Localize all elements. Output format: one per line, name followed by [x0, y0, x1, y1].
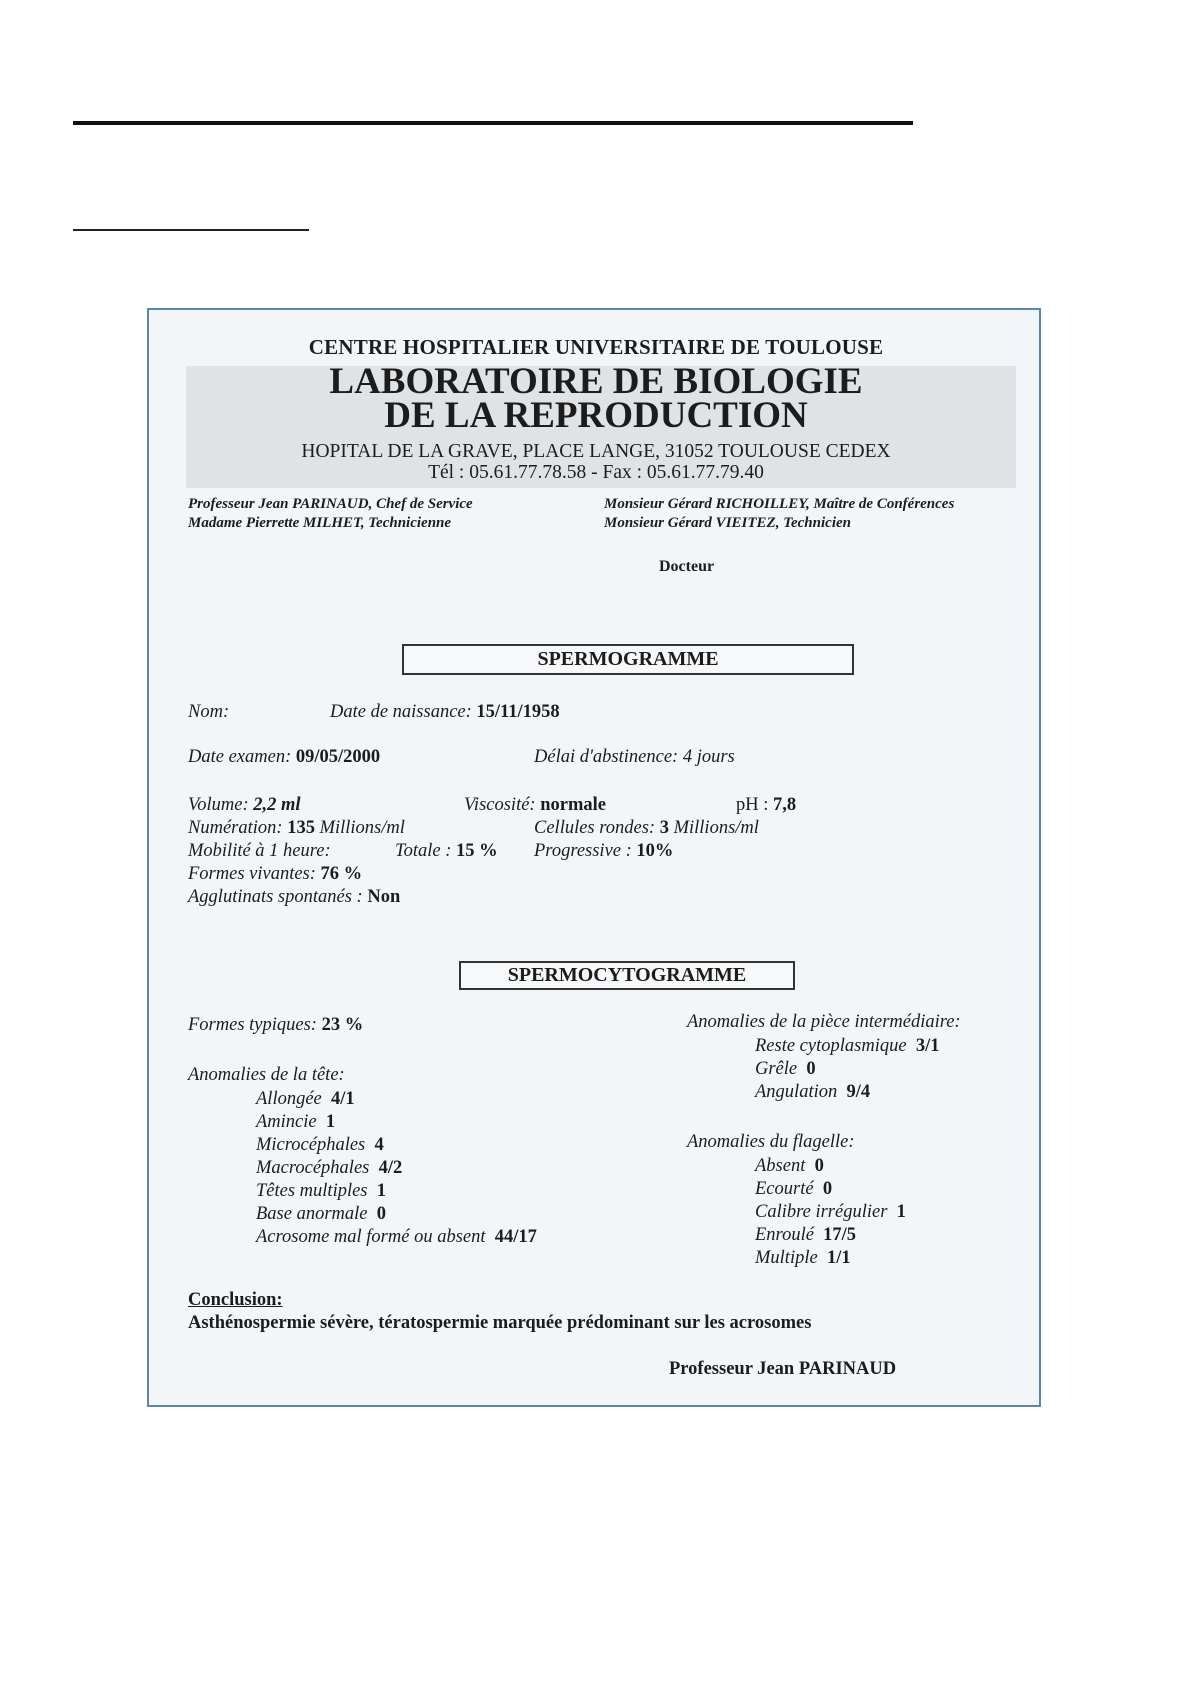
conclusion-label: Conclusion: [188, 1290, 283, 1310]
nom-label: Nom: [188, 702, 230, 722]
viscosity-label: Viscosité: [464, 795, 536, 815]
head-anomaly-item [256, 1204, 386, 1225]
exam-date-value: 09/05/2000 [295, 747, 381, 767]
conclusion-text: Asthénospermie sévère, tératospermie marquée prédominant sur les acrosomes [188, 1313, 812, 1333]
total-mobility-label: Totale : [395, 841, 452, 861]
flagellum-anomaly-item [755, 1248, 851, 1269]
progressive-label: Progressive : [534, 841, 632, 861]
head-anomaly-item [256, 1181, 386, 1202]
midpiece-anomaly-item-value: 9/4 [846, 1082, 871, 1102]
head-anomaly-item [256, 1089, 355, 1110]
numeration-label: Numération: [188, 818, 283, 838]
midpiece-anomaly-item-label: Reste cytoplasmique [755, 1036, 907, 1056]
head-anomaly-item [256, 1135, 384, 1156]
head-anomaly-item-value: 44/17 [494, 1227, 537, 1247]
exam-date-label: Date examen: [188, 747, 292, 767]
numeration-row [188, 818, 405, 839]
head-anomaly-item-value: 1 [325, 1112, 336, 1132]
lab-name-line2: DE LA REPRODUCTION [384, 395, 808, 436]
flagellum-anomaly-item-value: 0 [814, 1156, 824, 1176]
staff-right-1: Monsieur Gérard RICHOILLEY, Maître de Conférences [604, 496, 955, 512]
spermocytogramme-title-box: SPERMOCYTOGRAMME [459, 961, 795, 990]
flagellum-anomaly-item-label: Ecourté [755, 1179, 814, 1199]
head-anomaly-item-value: 1 [376, 1181, 387, 1201]
midpiece-anomaly-item-label: Angulation [755, 1082, 838, 1102]
midpiece-anomalies-title: Anomalies de la pièce intermédiaire: [687, 1012, 961, 1032]
head-anomaly-item-value: 0 [376, 1204, 386, 1224]
staff-left-2: Madame Pierrette MILHET, Technicienne [188, 515, 452, 531]
progressive-value: 10% [636, 841, 674, 861]
head-anomaly-item-label: Macrocéphales [256, 1158, 370, 1178]
signature: Professeur Jean PARINAUD [669, 1359, 897, 1379]
lab-phone-fax: Tél : 05.61.77.78.58 - Fax : 05.61.77.79.40 [428, 462, 764, 483]
flagellum-anomaly-item [755, 1156, 824, 1177]
head-anomaly-item-label: Acrosome mal formé ou absent [256, 1227, 486, 1247]
lab-address: HOPITAL DE LA GRAVE, PLACE LANGE, 31052 TOULOUSE CEDEX [301, 441, 891, 462]
head-anomalies-title: Anomalies de la tête: [188, 1065, 345, 1085]
staff-right-2: Monsieur Gérard VIEITEZ, Technicien [604, 515, 851, 531]
head-anomaly-item-value: 4/1 [331, 1089, 355, 1109]
midpiece-anomaly-item-value: 3/1 [915, 1036, 940, 1056]
midpiece-anomaly-item [755, 1036, 939, 1057]
flagellum-anomaly-item [755, 1225, 856, 1246]
head-anomaly-item-label: Têtes multiples [256, 1181, 368, 1201]
ph-value: 7,8 [773, 795, 797, 815]
abstinence-row [534, 747, 735, 768]
numeration-value: 135 [287, 818, 315, 838]
flagellum-anomaly-item-label: Calibre irrégulier [755, 1202, 888, 1222]
abstinence-label: Délai d'abstinence: [534, 747, 679, 767]
numeration-unit: Millions/ml [319, 818, 405, 838]
round-cells-label: Cellules rondes: [534, 818, 656, 838]
date-of-birth-row [330, 702, 560, 723]
head-anomaly-item-value: 4/2 [378, 1158, 403, 1178]
flagellum-anomaly-item [755, 1179, 832, 1200]
staff-left-1: Professeur Jean PARINAUD, Chef de Service [188, 496, 473, 512]
lab-report-document [147, 308, 1041, 1407]
ph-row [736, 795, 796, 816]
typical-forms-label: Formes typiques: [188, 1015, 317, 1035]
typical-forms-row [188, 1015, 363, 1036]
viscosity-row [464, 795, 606, 816]
volume-row [188, 795, 301, 816]
flagellum-anomaly-item-label: Absent [755, 1156, 806, 1176]
head-anomaly-item-label: Amincie [256, 1112, 317, 1132]
flagellum-anomaly-item-value: 1/1 [826, 1248, 851, 1268]
agglutinates-value: Non [367, 887, 401, 907]
volume-label: Volume: [188, 795, 249, 815]
total-mobility-value: 15 % [456, 841, 498, 861]
flagellum-anomaly-item [755, 1202, 906, 1223]
lab-name-line1: LABORATOIRE DE BIOLOGIE [329, 361, 863, 402]
flagellum-anomaly-item-value: 0 [822, 1179, 833, 1199]
round-cells-value: 3 [659, 818, 669, 838]
round-cells-unit: Millions/ml [673, 818, 759, 838]
top-divider-line [73, 121, 913, 125]
progressive-mobility-row [534, 841, 673, 862]
volume-value: 2,2 ml [253, 795, 301, 815]
dob-value: 15/11/1958 [476, 702, 560, 722]
typical-forms-value: 23 % [321, 1015, 364, 1035]
head-anomaly-item-label: Base anormale [256, 1204, 368, 1224]
agglutinates-row [188, 887, 400, 908]
mobility-label: Mobilité à 1 heure: [188, 841, 331, 861]
live-forms-row [188, 864, 362, 885]
midpiece-anomaly-item-value: 0 [806, 1059, 816, 1079]
midpiece-anomaly-item [755, 1082, 870, 1103]
viscosity-value: normale [540, 795, 606, 815]
head-anomaly-item [256, 1227, 537, 1248]
short-divider-line [73, 229, 309, 231]
abstinence-value: 4 jours [682, 747, 735, 767]
spermogramme-title-box: SPERMOGRAMME [402, 644, 854, 675]
hospital-name: CENTRE HOSPITALIER UNIVERSITAIRE DE TOULOUSE [308, 335, 884, 359]
ph-label: pH : [736, 795, 769, 815]
flagellum-anomaly-item-label: Multiple [755, 1248, 818, 1268]
head-anomaly-item-value: 4 [374, 1135, 384, 1155]
dob-label: Date de naissance: [330, 702, 472, 722]
round-cells-row [534, 818, 759, 839]
flagellum-anomaly-item-value: 1 [896, 1202, 906, 1222]
head-anomaly-item-label: Allongée [256, 1089, 322, 1109]
head-anomaly-item [256, 1158, 402, 1179]
flagellum-anomaly-item-label: Enroulé [755, 1225, 814, 1245]
total-mobility-row [395, 841, 498, 862]
exam-date-row [188, 747, 380, 768]
recipient-docteur: Docteur [659, 558, 715, 575]
live-forms-label: Formes vivantes: [188, 864, 316, 884]
live-forms-value: 76 % [320, 864, 363, 884]
flagellum-anomaly-item-value: 17/5 [823, 1225, 857, 1245]
midpiece-anomaly-item [755, 1059, 816, 1080]
head-anomaly-item-label: Microcéphales [256, 1135, 366, 1155]
agglutinates-label: Agglutinats spontanés : [188, 887, 363, 907]
head-anomaly-item [256, 1112, 335, 1133]
flagellum-anomalies-title: Anomalies du flagelle: [687, 1132, 855, 1152]
midpiece-anomaly-item-label: Grêle [755, 1059, 798, 1079]
